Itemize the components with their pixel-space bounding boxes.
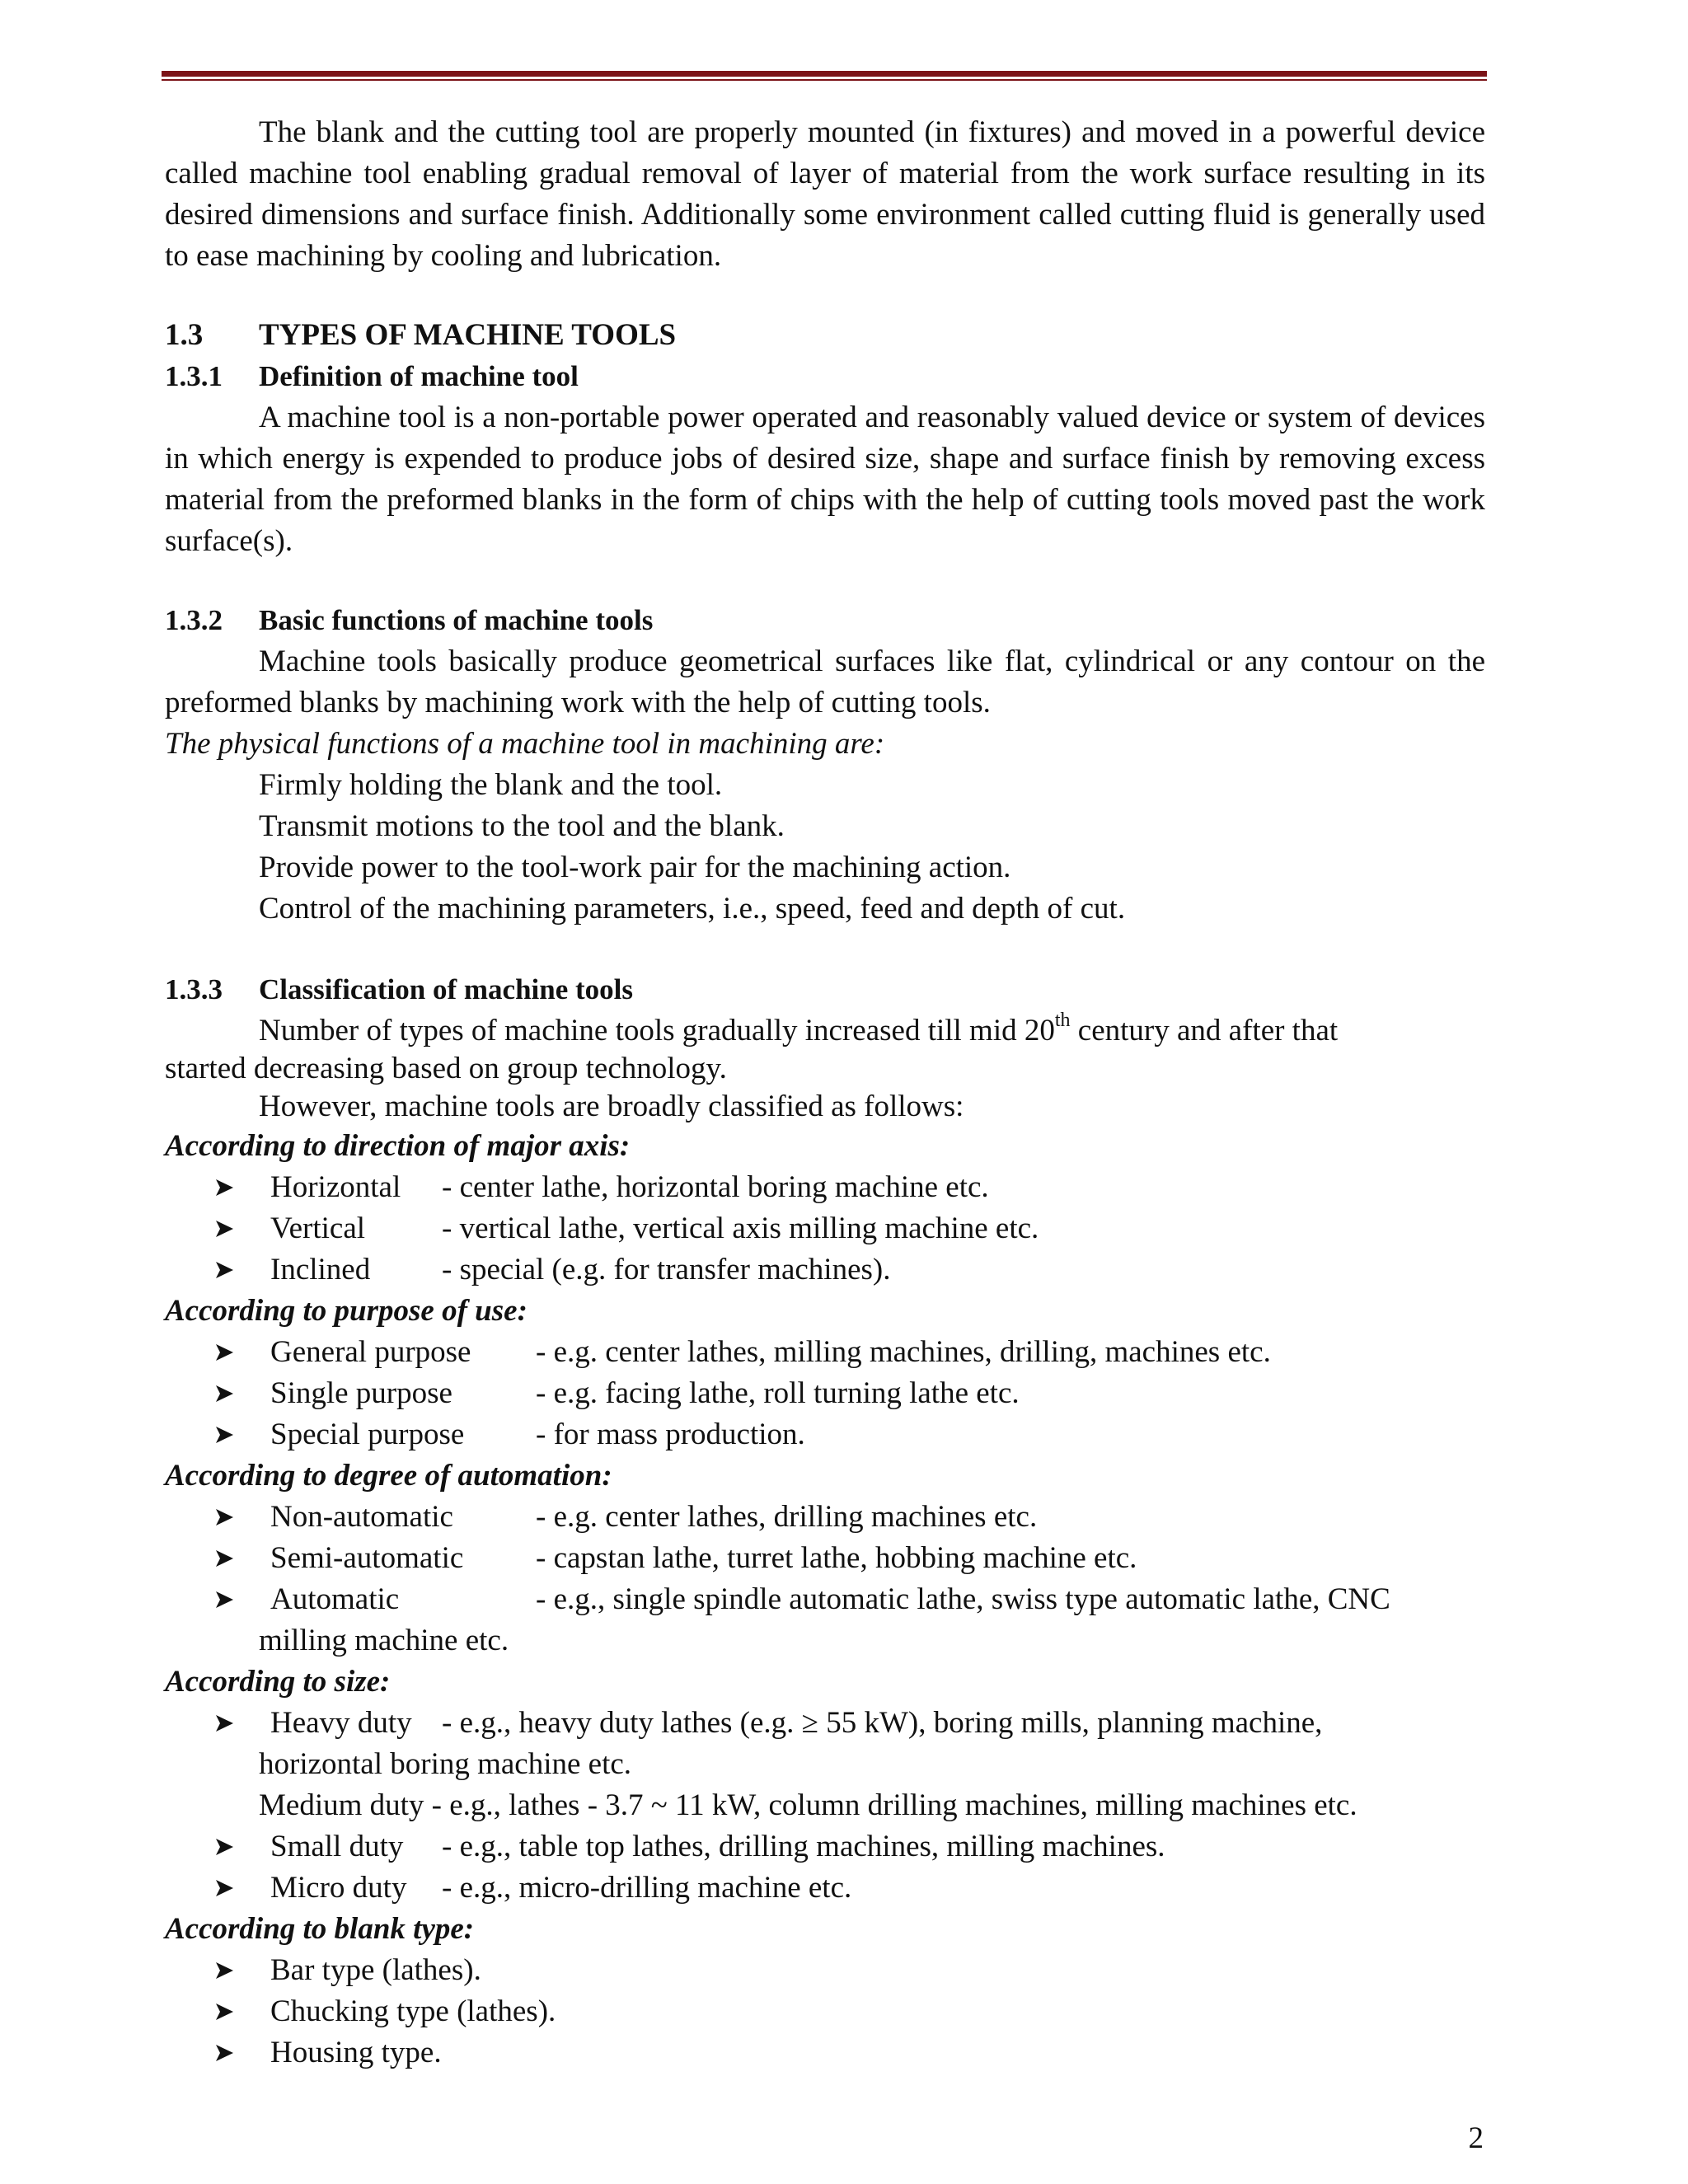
arrow-bullet-icon: [214, 1385, 234, 1403]
classification-heading: [165, 969, 1485, 1010]
list-item: [165, 1538, 1485, 1579]
list-item-term: Micro duty: [270, 1871, 407, 1905]
list-item-text: Chucking type (lathes).: [270, 1994, 556, 2028]
arrow-bullet-icon: [214, 1220, 234, 1238]
intro-paragraph: The blank and the cutting tool are properly mounted (in fixtures) and moved in a powerful device called machine tool enabling gradual removal of layer of material from the work surface resulting in its desired dimensions and surface finish. Additionally some environment called cutting fluid is generally used to ease machining by cooling and lubrication.: [165, 115, 1485, 273]
function-item: Firmly holding the blank and the tool.: [259, 768, 723, 802]
list-item-desc: - e.g. facing lathe, roll turning lathe etc.: [536, 1376, 1020, 1410]
list-item: [165, 1497, 1485, 1538]
definition-paragraph: A machine tool is a non-portable power operated and reasonably valued device or system of devices in which energy is expended to produce jobs of desired size, shape and surface finish by removing excess material from the preformed blanks in the form of chips with the help of cutting tools moved past the work surface(s).: [165, 401, 1485, 558]
list-item-term: Horizontal: [270, 1170, 401, 1204]
list-item-continuation: horizontal boring machine etc.: [259, 1747, 632, 1781]
functions-lead: The physical functions of a machine tool in machining are:: [165, 727, 885, 761]
arrow-bullet-icon: [214, 2003, 234, 2021]
list-item-term: Special purpose: [270, 1418, 465, 1451]
list-item-desc: - e.g. center lathes, drilling machines etc.: [536, 1500, 1038, 1534]
list-item: [165, 2032, 1485, 2074]
functions-title: Basic functions of machine tools: [259, 604, 654, 636]
list-item-desc: - capstan lathe, turret lathe, hobbing machine etc.: [536, 1541, 1137, 1575]
page-content: [165, 112, 1485, 2082]
definition-heading: [165, 356, 1485, 397]
arrow-bullet-icon: [214, 1591, 234, 1609]
section-heading: [165, 315, 1485, 356]
list-item-desc: - vertical lathe, vertical axis milling machine etc.: [442, 1212, 1039, 1245]
arrow-bullet-icon: [214, 1343, 234, 1361]
arrow-bullet-icon: [214, 1838, 234, 1856]
list-item-desc: - e.g. center lathes, milling machines, drilling, machines etc.: [536, 1335, 1271, 1369]
list-item: [165, 1579, 1485, 1620]
medium-duty-line: Medium duty - e.g., lathes - 3.7 ~ 11 kW, column drilling machines, milling machines etc.: [259, 1788, 1357, 1822]
list-item-desc: - e.g., table top lathes, drilling machines, milling machines.: [442, 1830, 1165, 1863]
list-item-term: Semi-automatic: [270, 1541, 464, 1575]
functions-number: 1.3.2: [165, 604, 223, 636]
category-heading-automation: According to degree of automation:: [165, 1459, 612, 1493]
arrow-bullet-icon: [214, 1961, 234, 1980]
classification-list: [165, 1126, 1485, 2074]
category-heading-size: According to size:: [165, 1665, 391, 1699]
classification-number: 1.3.3: [165, 973, 223, 1005]
list-item-desc: - e.g., heavy duty lathes (e.g. ≥ 55 kW), boring mills, planning machine,: [442, 1706, 1323, 1740]
header-rule-thick: [162, 71, 1487, 77]
superscript-th: th: [1054, 1009, 1071, 1031]
list-item: [165, 1826, 1485, 1868]
functions-paragraph: Machine tools basically produce geometrical surfaces like flat, cylindrical or any contour on the preformed blanks by machining work with the help of cutting tools.: [165, 644, 1485, 719]
classification-text-before: Number of types of machine tools gradually increased till mid 20: [259, 1014, 1055, 1047]
list-item-term: Heavy duty: [270, 1706, 412, 1740]
list-item-term: Non-automatic: [270, 1500, 453, 1534]
classification-title: Classification of machine tools: [259, 973, 634, 1005]
arrow-bullet-icon: [214, 1549, 234, 1568]
list-item-term: Automatic: [270, 1582, 400, 1616]
page-number: 2: [1468, 2121, 1484, 2155]
list-item-desc: - for mass production.: [536, 1418, 805, 1451]
list-item-term: Vertical: [270, 1212, 366, 1245]
category-heading-blank: According to blank type:: [165, 1912, 475, 1946]
list-item: [165, 1950, 1485, 1991]
list-item-desc: - e.g., single spindle automatic lathe, swiss type automatic lathe, CNC: [536, 1582, 1390, 1616]
list-item: [165, 1373, 1485, 1414]
category-heading-axis: According to direction of major axis:: [165, 1129, 631, 1163]
definition-title: Definition of machine tool: [259, 360, 579, 392]
list-item-desc: - center lathe, horizontal boring machine etc.: [442, 1170, 989, 1204]
list-item-text: Bar type (lathes).: [270, 1953, 481, 1987]
list-item: [165, 1414, 1485, 1455]
category-heading-purpose: According to purpose of use:: [165, 1294, 528, 1328]
arrow-bullet-icon: [214, 1426, 234, 1444]
classification-text-after: century and after that: [1070, 1014, 1339, 1047]
list-item-term: Inclined: [270, 1253, 371, 1286]
header-rule-thin: [162, 79, 1487, 81]
function-item: Control of the machining parameters, i.e., speed, feed and depth of cut.: [259, 892, 1126, 926]
list-item-continuation: milling machine etc.: [259, 1624, 509, 1657]
classification-paragraph-2: However, machine tools are broadly classified as follows:: [259, 1090, 964, 1123]
function-item: Provide power to the tool-work pair for the machining action.: [259, 851, 1011, 884]
list-item: [165, 1991, 1485, 2032]
arrow-bullet-icon: [214, 1714, 234, 1732]
list-item: [165, 1703, 1485, 1744]
list-item-term: Single purpose: [270, 1376, 452, 1410]
arrow-bullet-icon: [214, 1179, 234, 1197]
list-item-term: Small duty: [270, 1830, 404, 1863]
list-item-text: Housing type.: [270, 2036, 442, 2069]
arrow-bullet-icon: [214, 1261, 234, 1279]
section-title: TYPES OF MACHINE TOOLS: [259, 318, 677, 352]
list-item-desc: - special (e.g. for transfer machines).: [442, 1253, 891, 1286]
list-item-desc: - e.g., micro-drilling machine etc.: [442, 1871, 852, 1905]
functions-heading: [165, 600, 1485, 641]
classification-paragraph-1: [165, 1010, 1485, 1052]
classification-paragraph-1-line-2: started decreasing based on group technology.: [165, 1052, 727, 1085]
list-item: [165, 1208, 1485, 1249]
list-item-term: General purpose: [270, 1335, 471, 1369]
function-item: Transmit motions to the tool and the blank.: [259, 809, 785, 843]
arrow-bullet-icon: [214, 1879, 234, 1897]
arrow-bullet-icon: [214, 2044, 234, 2062]
list-item: [165, 1868, 1485, 1909]
definition-number: 1.3.1: [165, 360, 223, 392]
list-item: [165, 1249, 1485, 1291]
section-number: 1.3: [165, 318, 204, 352]
header-rule: [162, 71, 1487, 81]
arrow-bullet-icon: [214, 1508, 234, 1526]
list-item: [165, 1332, 1485, 1373]
list-item: [165, 1167, 1485, 1208]
